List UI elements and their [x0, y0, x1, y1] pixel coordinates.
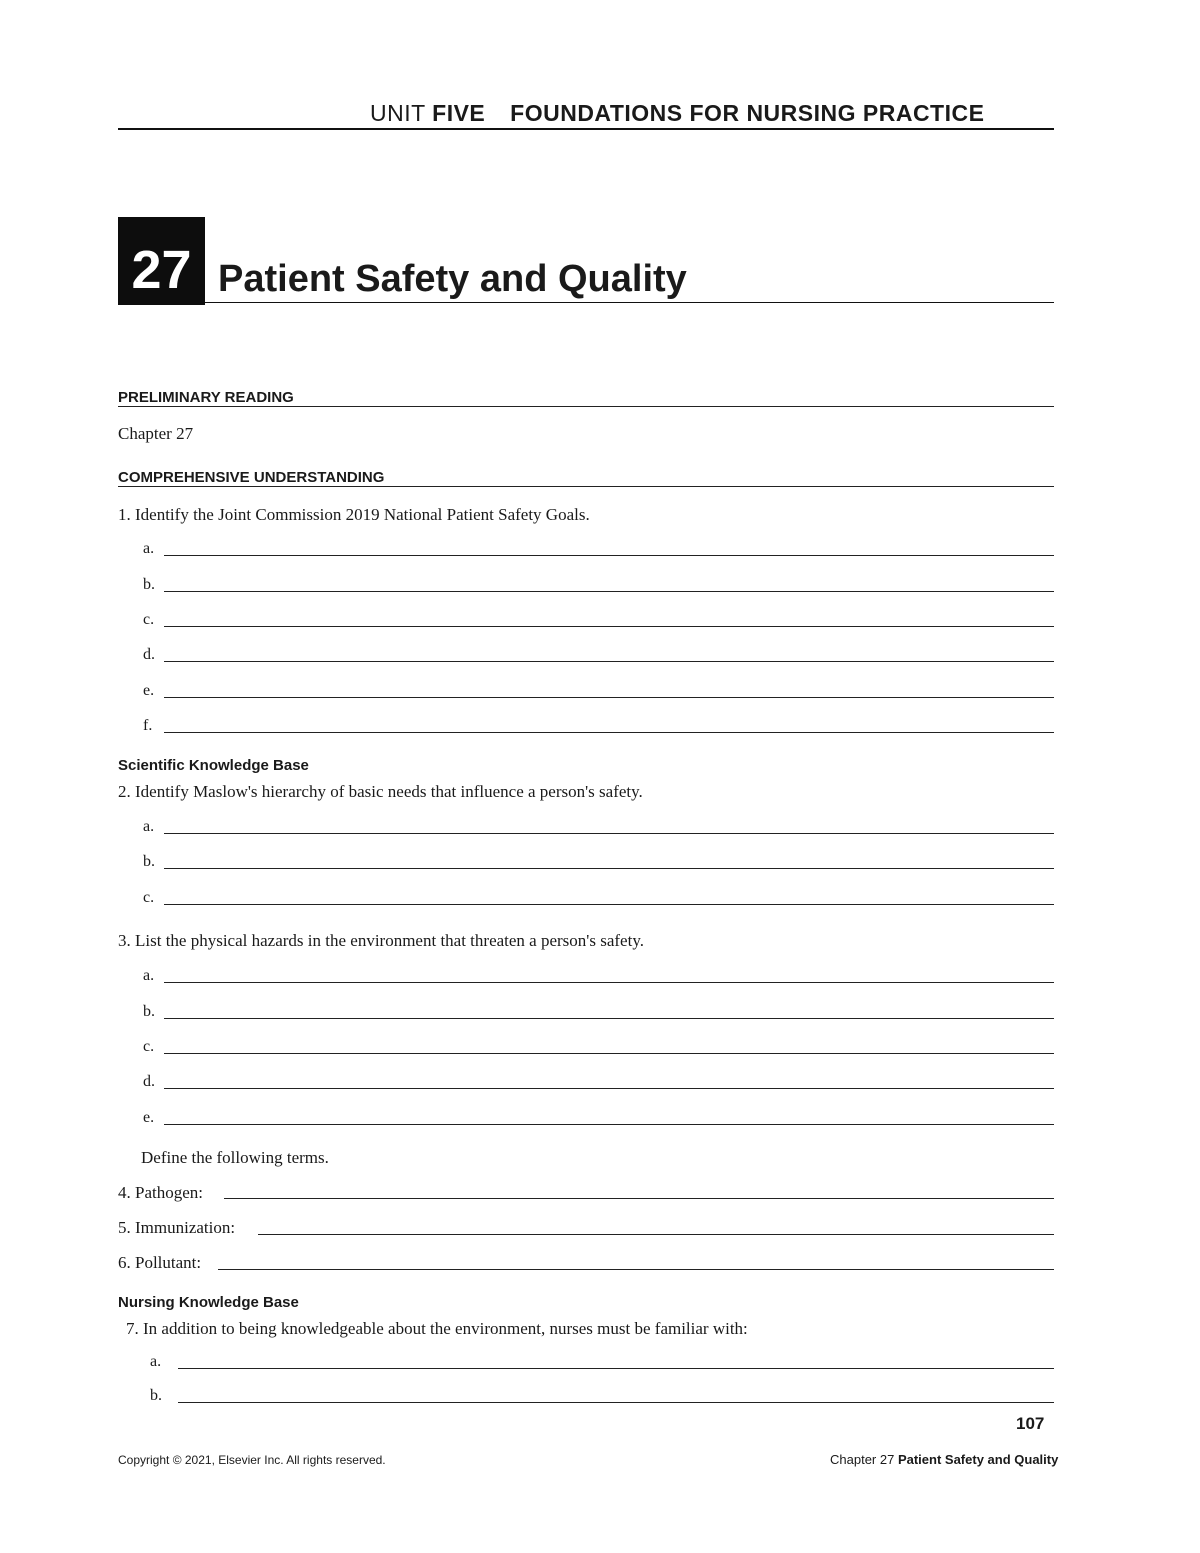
term-pathogen [118, 1183, 203, 1203]
question-2 [118, 782, 643, 802]
answer-line[interactable] [164, 868, 1054, 869]
answer-line[interactable] [164, 661, 1054, 662]
question-number: 3. [118, 931, 131, 950]
nursing-knowledge-heading: Nursing Knowledge Base [118, 1294, 299, 1311]
section-rule [118, 486, 1054, 487]
term-label: Immunization: [135, 1218, 236, 1237]
answer-line[interactable] [164, 591, 1054, 592]
answer-label: b. [143, 853, 155, 870]
footer-chapter-title: Patient Safety and Quality [897, 1452, 1059, 1467]
term-pollutant [118, 1253, 201, 1273]
copyright: Copyright © 2021, Elsevier Inc. All rights reserved. [118, 1453, 386, 1467]
answer-line[interactable] [164, 626, 1054, 627]
chapter-number-box [118, 217, 205, 305]
answer-label: c. [143, 611, 155, 628]
question-1 [118, 505, 590, 525]
answer-label: f. [143, 717, 153, 734]
preliminary-reading-heading: PRELIMINARY READING [118, 389, 294, 406]
question-number: 7. [126, 1319, 139, 1338]
term-label: Pathogen: [135, 1183, 203, 1202]
unit-number: FIVE [432, 100, 486, 126]
chapter-title-rule [205, 302, 1054, 303]
answer-label: e. [143, 682, 155, 699]
answer-label: c. [143, 1038, 155, 1055]
question-text: List the physical hazards in the environment that threaten a person's safety. [135, 931, 644, 950]
question-number: 6. [118, 1253, 131, 1272]
chapter-title: Patient Safety and Quality [218, 258, 687, 300]
answer-label: d. [143, 646, 155, 663]
answer-line[interactable] [178, 1402, 1054, 1403]
define-intro: Define the following terms. [141, 1148, 329, 1167]
answer-line[interactable] [164, 904, 1054, 905]
answer-line[interactable] [164, 1053, 1054, 1054]
question-text: In addition to being knowledgeable about the environment, nurses must be familiar with: [143, 1319, 748, 1338]
unit-label: UNIT [370, 100, 426, 126]
comprehensive-heading: COMPREHENSIVE UNDERSTANDING [118, 469, 385, 486]
footer-chapter [830, 1452, 1058, 1467]
answer-label: d. [143, 1073, 155, 1090]
question-text: Identify Maslow's hierarchy of basic needs that influence a person's safety. [135, 782, 643, 801]
section-rule [118, 406, 1054, 407]
answer-line[interactable] [224, 1198, 1054, 1199]
answer-line[interactable] [164, 1124, 1054, 1125]
footer-chapter-label: Chapter 27 [830, 1452, 895, 1467]
answer-line[interactable] [164, 1018, 1054, 1019]
answer-label: a. [150, 1353, 162, 1370]
question-text: Identify the Joint Commission 2019 National Patient Safety Goals. [135, 505, 590, 524]
answer-line[interactable] [178, 1368, 1054, 1369]
question-number: 2. [118, 782, 131, 801]
answer-line[interactable] [218, 1269, 1054, 1270]
question-number: 1. [118, 505, 131, 524]
answer-line[interactable] [258, 1234, 1054, 1235]
question-7 [126, 1319, 748, 1339]
question-3 [118, 931, 644, 951]
answer-label: a. [143, 967, 155, 984]
answer-line[interactable] [164, 1088, 1054, 1089]
answer-line[interactable] [164, 732, 1054, 733]
answer-label: e. [143, 1109, 155, 1126]
page-number: 107 [1016, 1414, 1045, 1433]
answer-line[interactable] [164, 982, 1054, 983]
preliminary-reading-text: Chapter 27 [118, 424, 194, 443]
chapter-number: 27 [131, 240, 192, 300]
answer-label: c. [143, 889, 155, 906]
answer-label: a. [143, 818, 155, 835]
term-label: Pollutant: [135, 1253, 202, 1272]
answer-label: a. [143, 540, 155, 557]
answer-label: b. [150, 1387, 162, 1404]
answer-label: b. [143, 1003, 155, 1020]
answer-line[interactable] [164, 833, 1054, 834]
unit-header [370, 100, 984, 127]
term-immunization [118, 1218, 235, 1238]
answer-line[interactable] [164, 697, 1054, 698]
question-number: 5. [118, 1218, 131, 1237]
answer-label: b. [143, 576, 155, 593]
unit-title: FOUNDATIONS FOR NURSING PRACTICE [510, 100, 985, 126]
scientific-knowledge-heading: Scientific Knowledge Base [118, 757, 309, 774]
question-number: 4. [118, 1183, 131, 1202]
header-rule [118, 128, 1054, 130]
answer-line[interactable] [164, 555, 1054, 556]
